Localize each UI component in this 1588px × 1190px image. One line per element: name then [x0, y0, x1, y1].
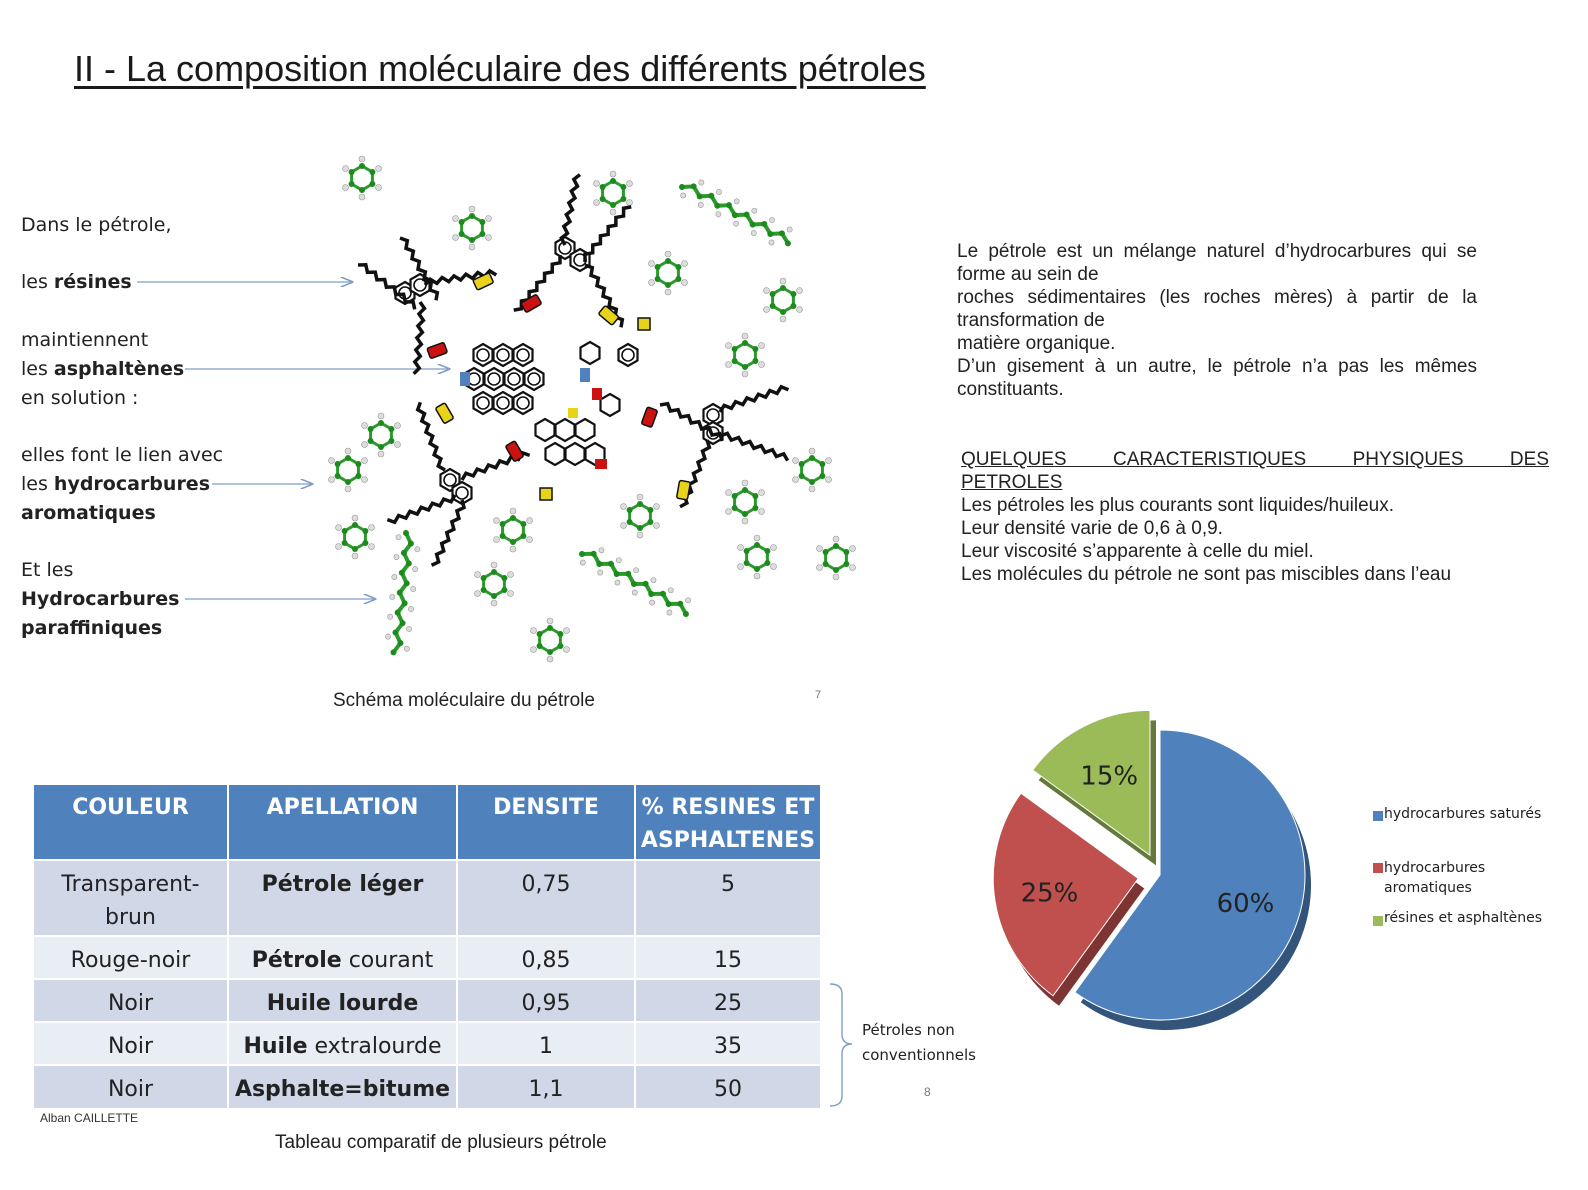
table-row [34, 1065, 820, 1108]
label-en-solution: en solution : [21, 387, 139, 409]
header-resines: % RESINES ET ASPHALTENES [635, 785, 820, 860]
author-credit: Alban CAILLETTE [40, 1111, 139, 1125]
cell-apellation: Pétrole léger [228, 860, 457, 936]
diagram-caption: Schéma moléculaire du pétrole [333, 690, 595, 711]
table-row [34, 936, 820, 979]
legend-item-resins: résines et asphaltènes [1384, 910, 1543, 926]
bracket-label: Pétroles non conventionnels [862, 1021, 976, 1064]
cell-couleur: Noir [34, 1022, 228, 1065]
paragraph-line: roches sédimentaires (les roches mères) à partir de la transformation de [957, 287, 1477, 331]
table-row [34, 1022, 820, 1065]
label-asphaltenes: les asphaltènes [21, 358, 185, 380]
asphaltene-core [460, 318, 650, 500]
legend-item-aromatic: hydrocarbures aromatiques [1384, 860, 1486, 896]
cell-densite: 0,85 [457, 936, 635, 979]
cell-densite: 1 [457, 1022, 635, 1065]
resin-right [641, 385, 789, 509]
pie-label-saturated: 60% [1216, 888, 1275, 919]
paragraph-line: Le pétrole est un mélange naturel d’hydrocarbures qui se forme au sein de [957, 241, 1477, 285]
label-et-les: Et les [21, 559, 74, 581]
header-couleur: COULEUR [34, 785, 228, 860]
characteristic-line: Les molécules du pétrole ne sont pas miscibles dans l’eau [961, 564, 1452, 585]
label-lien: elles font le lien avec [21, 444, 224, 466]
characteristics-block [961, 448, 1549, 586]
bracket [828, 982, 858, 1112]
molecular-diagram [0, 150, 880, 690]
pie-label-resins: 15% [1080, 761, 1139, 792]
legend-item-saturated: hydrocarbures saturés [1384, 806, 1542, 822]
legend-swatch-saturated [1373, 811, 1383, 821]
characteristic-line: Les pétroles les plus courants sont liquides/huileux. [961, 495, 1395, 516]
label-paraffiniques: paraffiniques [21, 617, 163, 639]
table-row [34, 860, 820, 936]
cell-couleur: Noir [34, 1065, 228, 1108]
paragraph-line: matière organique. [957, 333, 1116, 354]
pie-label-aromatic: 25% [1020, 878, 1079, 909]
label-hydrocarbures-cap: Hydrocarbures [21, 588, 180, 610]
cell-apellation: Huile extralourde [228, 1022, 457, 1065]
label-maintiennent: maintiennent [21, 329, 149, 351]
legend-swatch-aromatic [1373, 863, 1383, 873]
cell-apellation: Huile lourde [228, 979, 457, 1022]
legend-swatch-resins [1373, 916, 1383, 926]
cell-apellation: Pétrole courant [228, 936, 457, 979]
label-hydrocarbures: les hydrocarbures [21, 473, 211, 495]
table-caption: Tableau comparatif de plusieurs pétrole [275, 1132, 607, 1153]
cell-apellation: Asphalte=bitume [228, 1065, 457, 1108]
characteristics-heading: QUELQUES CARACTERISTIQUES PHYSIQUES DES [961, 449, 1549, 470]
cell-couleur: Transparent-brun [34, 860, 228, 936]
paragraph-line: D’un gisement à un autre, le pétrole n’a pas les mêmes constituants. [957, 356, 1477, 400]
cell-couleur: Rouge-noir [34, 936, 228, 979]
cell-densite: 0,95 [457, 979, 635, 1022]
characteristic-line: Leur densité varie de 0,6 à 0,9. [961, 518, 1223, 539]
characteristic-line: Leur viscosité s’apparente à celle du miel. [961, 541, 1314, 562]
header-densite: DENSITE [457, 785, 635, 860]
resin-top-right [514, 174, 632, 328]
characteristics-heading-2: PETROLES [961, 472, 1063, 493]
cell-resines: 35 [635, 1022, 820, 1065]
comparison-table [34, 785, 820, 1108]
cell-densite: 1,1 [457, 1065, 635, 1108]
intro-paragraph [957, 240, 1477, 401]
table-row [34, 979, 820, 1022]
cell-resines: 50 [635, 1065, 820, 1108]
cell-couleur: Noir [34, 979, 228, 1022]
cell-resines: 25 [635, 979, 820, 1022]
page-title: II - La composition moléculaire des différents pétroles [74, 48, 926, 89]
pie-chart [960, 700, 1360, 1060]
label-resines: les résines [21, 271, 132, 293]
label-dans-le-petrole: Dans le pétrole, [21, 214, 172, 236]
header-apellation: APELLATION [228, 785, 457, 860]
label-aromatiques: aromatiques [21, 502, 156, 524]
page-number: 8 [924, 1085, 931, 1099]
page-number: 7 [815, 689, 822, 701]
cell-resines: 15 [635, 936, 820, 979]
cell-densite: 0,75 [457, 860, 635, 936]
cell-resines: 5 [635, 860, 820, 936]
